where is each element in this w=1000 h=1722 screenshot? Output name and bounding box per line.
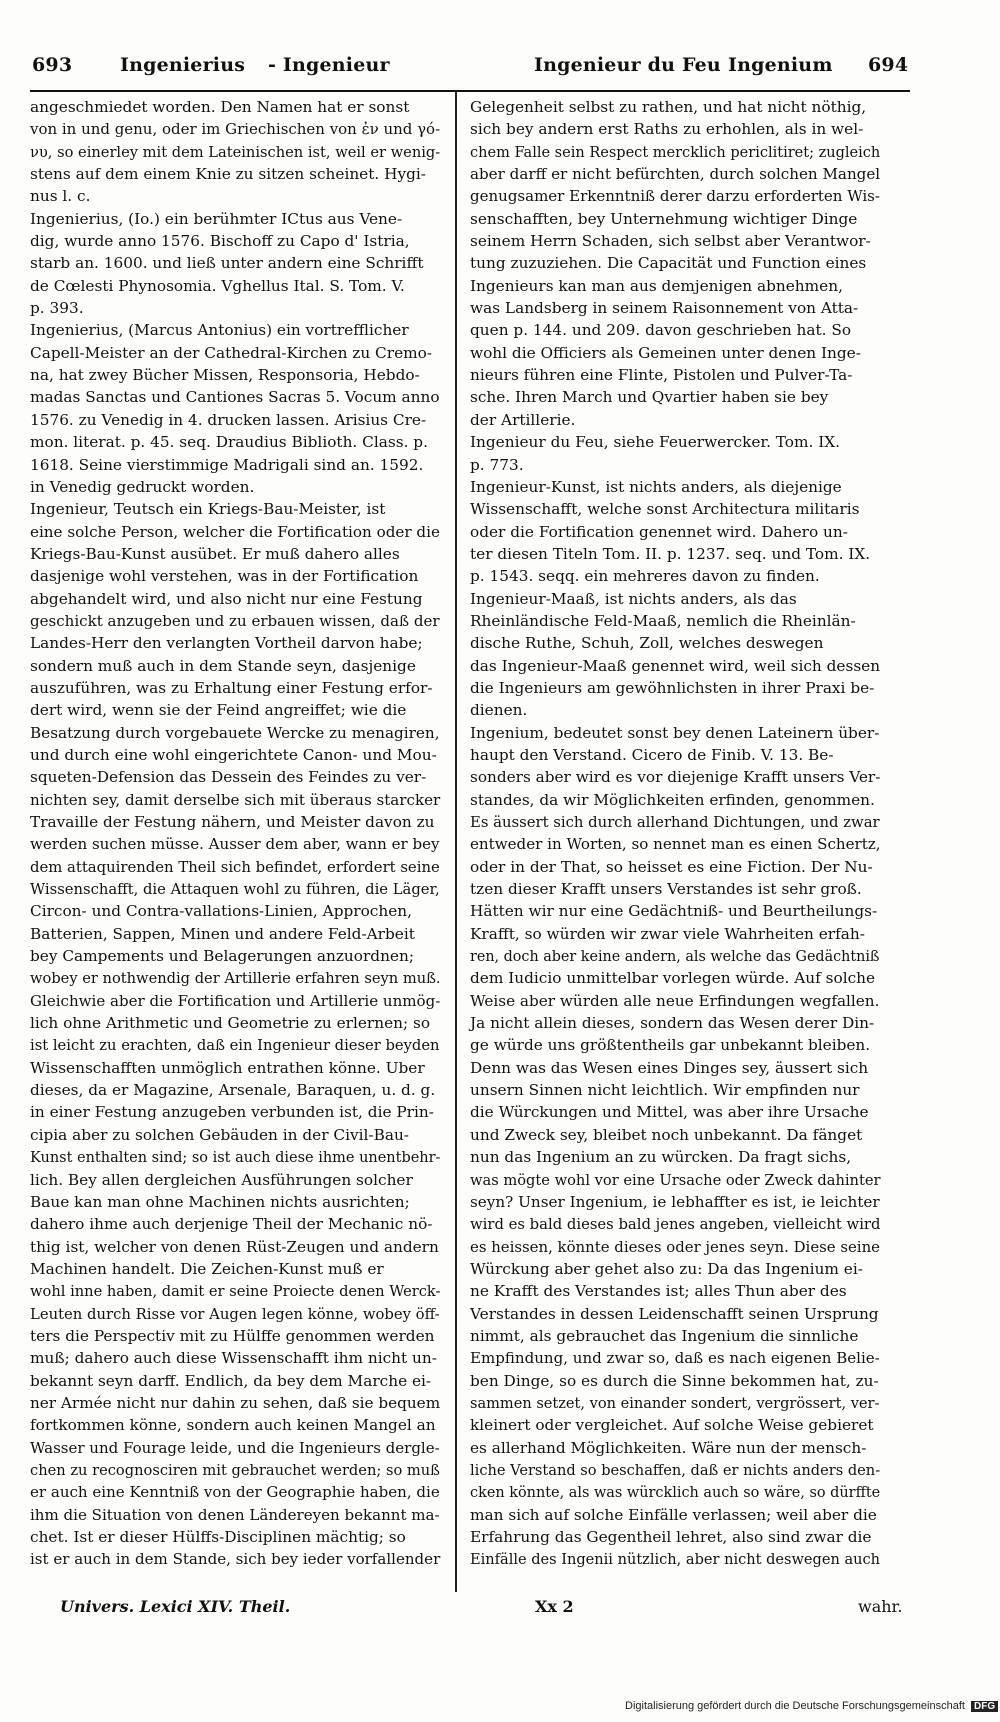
right-page-number: 694	[868, 54, 909, 76]
text-line: abgehandelt wird, und also nicht nur eine Festung	[30, 589, 423, 608]
text-line: lich. Bey allen dergleichen Ausführungen solcher	[30, 1170, 413, 1189]
text-line: ner Armée nicht nur dahin zu sehen, daß sie bequem	[30, 1393, 441, 1412]
text-line: p. 393.	[30, 299, 84, 318]
right-header-word2: Ingenium	[728, 54, 833, 76]
text-line: madas Sanctas und Cantiones Sacras 5. Vocum anno	[30, 388, 440, 407]
text-line: dische Ruthe, Schuh, Zoll, welches deswegen	[470, 634, 824, 653]
text-line: Leuten durch Risse vor Augen legen könne, wobey öff-	[30, 1304, 440, 1323]
text-line: Krafft, so würden wir zwar viele Wahrheiten erfah-	[470, 924, 865, 943]
right-header-word1: Ingenieur du Feu	[534, 54, 721, 76]
text-line: wohl inne haben, damit er seine Proiecte denen Werck-	[30, 1282, 441, 1301]
left-page-number: 693	[32, 54, 73, 76]
text-line: Capell-Meister an der Cathedral-Kirchen zu Cremo-	[30, 343, 433, 362]
dfg-logo: DFG	[971, 1701, 998, 1712]
left-header-word1: Ingenierius	[120, 54, 246, 76]
text-line: stens auf dem einem Knie zu sitzen scheinet. Hygi-	[30, 165, 426, 184]
text-line: Ingenium, bedeutet sonst bey denen Lateinern über-	[470, 723, 880, 742]
text-line: Besatzung durch vorgebauete Wercke zu menagiren,	[30, 723, 440, 742]
text-line: ge würde uns größtentheils gar unbekannt bleiben.	[470, 1036, 871, 1055]
text-line: liche Verstand so beschaffen, daß er nichts anders den-	[470, 1460, 881, 1479]
column-divider	[455, 92, 457, 1592]
text-line: von in und genu, oder im Griechischen von ἐν und γό-	[30, 120, 441, 139]
text-line: und Zweck sey, bleibet noch unbekannt. Da fänget	[470, 1125, 863, 1144]
text-line: lich ohne Arithmetic und Geometrie zu erlernen; so	[30, 1014, 431, 1033]
text-line: tzen dieser Krafft unsers Verstandes ist sehr groß.	[470, 880, 862, 899]
text-line: er auch eine Kenntniß von der Geographie haben, die	[30, 1483, 440, 1502]
text-line: dig, wurde anno 1576. Bischoff zu Capo d' Istria,	[30, 232, 410, 251]
footer-text: Digitalisierung gefördert durch die Deutsche Forschungsgemeinschaft	[625, 1700, 965, 1712]
text-line: Machinen handelt. Die Zeichen-Kunst muß er	[30, 1259, 384, 1278]
text-line: auszuführen, was zu Erhaltung einer Festung erfor-	[30, 678, 433, 697]
text-line: ter diesen Titeln Tom. II. p. 1237. seq. und Tom. IX.	[470, 544, 871, 563]
text-line: Wissenschafften unmöglich entrathen könne. Uber	[30, 1058, 425, 1077]
text-line: ben Dinge, so es durch die Sinne bekommen hat, zu-	[470, 1371, 879, 1390]
text-line: na, hat zwey Bücher Missen, Responsoria, Hebdo-	[30, 366, 420, 385]
text-line: wohl die Officiers als Gemeinen unter denen Inge-	[470, 343, 861, 362]
text-line: dert wird, wenn sie der Feind angreiffet; wie die	[30, 701, 407, 720]
text-line: Gelegenheit selbst zu rathen, und hat nicht nöthig,	[470, 98, 867, 116]
text-line: Ingenieur-Kunst, ist nichts anders, als diejenige	[470, 477, 842, 496]
text-line: dem attaquirenden Theil sich befindet, erfordert seine	[30, 857, 440, 876]
text-line: 1618. Seine vierstimmige Madrigali sind an. 1592.	[30, 455, 424, 474]
text-line: mon. literat. p. 45. seq. Draudius Biblioth. Class. p.	[30, 433, 428, 452]
text-line: nus l. c.	[30, 187, 91, 206]
text-line: Rheinländische Feld-Maaß, nemlich die Rheinlän-	[470, 611, 856, 630]
text-line: angeschmiedet worden. Den Namen hat er sonst	[30, 98, 410, 116]
text-line: geschickt anzugeben und zu erbauen wissen, daß der	[30, 611, 440, 630]
text-line: ist leicht zu erachten, daß ein Ingenieur dieser beyden	[30, 1036, 440, 1055]
left-header-word2: - Ingenieur	[268, 54, 390, 76]
text-line: das Ingenieur-Maaß genennet wird, weil sich dessen	[470, 656, 881, 675]
text-line: fortkommen könne, sondern auch keinen Mangel an	[30, 1416, 436, 1435]
text-line: sich bey andern erst Raths zu erhohlen, als in wel-	[470, 120, 864, 139]
text-line: chen zu recognosciren mit gebrauchet werden; so muß	[30, 1460, 440, 1479]
text-line: die Ingenieurs am gewöhnlichsten in ihrer Praxi be-	[470, 678, 875, 697]
text-line: wird es bald dieses bald jenes angeben, vielleicht wird	[470, 1215, 881, 1234]
text-line: Ingenierius, (Marcus Antonius) ein vortrefflicher	[30, 321, 409, 340]
text-line: dem Iudicio unmittelbar vorlegen würde. Auf solche	[470, 969, 876, 988]
text-line: senschafften, bey Unternehmung wichtiger Dinge	[470, 209, 858, 228]
text-line: bey Campements und Belagerungen anzuordnen;	[30, 947, 414, 966]
text-line: Kunst enthalten sind; so ist auch diese ihme unentbehr-	[30, 1148, 441, 1167]
text-line: oder die Fortification genennet wird. Dahero un-	[470, 522, 848, 541]
text-line: genugsamer Erkenntniß derer darzu erforderten Wis-	[470, 187, 880, 206]
text-line: nichten sey, damit derselbe sich mit überaus starcker	[30, 790, 441, 809]
text-line: cken könnte, als was würcklich auch so wäre, so dürffte	[470, 1483, 881, 1502]
text-line: Wissenschafft, welche sonst Architectura militaris	[470, 500, 860, 519]
text-line: wobey er nothwendig der Artillerie erfahren seyn muß.	[30, 969, 441, 988]
text-line: aber darff er nicht befürchten, durch solchen Mangel	[470, 165, 881, 184]
catchword: wahr.	[858, 1597, 903, 1616]
text-line: ters die Perspectiv mit zu Hülffe genommen werden	[30, 1326, 435, 1345]
text-line: Wasser und Fourage leide, und die Ingenieurs dergle-	[30, 1438, 440, 1457]
text-line: Ingenierius, (Io.) ein berühmter ICtus aus Vene-	[30, 209, 403, 228]
text-line: tung zuzuziehen. Die Capacität und Function eines	[470, 254, 867, 273]
text-line: 1576. zu Venedig in 4. drucken lassen. Arisius Cre-	[30, 410, 427, 429]
text-line: seinem Herrn Schaden, sich selbst aber Verantwor-	[470, 232, 871, 251]
volume-signature: Univers. Lexici XIV. Theil.	[60, 1597, 291, 1616]
left-column	[30, 96, 440, 1571]
text-line: Ingenieur-Maaß, ist nichts anders, als das	[470, 589, 797, 608]
text-line: der Artillerie.	[470, 410, 576, 429]
text-line: Weise aber würden alle neue Erfindungen wegfallen.	[470, 991, 880, 1010]
header-rule	[30, 90, 910, 92]
text-line: Es äussert sich durch allerhand Dichtungen, und zwar	[470, 813, 880, 831]
text-line: cipia aber zu solchen Gebäuden in der Civil-Bau-	[30, 1125, 409, 1144]
text-line: de Cœlesti Phynosomia. Vghellus Ital. S. Tom. V.	[30, 276, 405, 295]
text-line: nieurs führen eine Flinte, Pistolen und Pulver-Ta-	[470, 366, 853, 385]
text-line: Gleichwie aber die Fortification und Artillerie unmög-	[30, 991, 441, 1010]
text-line: sonders aber wird es vor diejenige Krafft unsers Ver-	[470, 768, 881, 787]
digitization-footer	[625, 1700, 998, 1712]
text-line: chet. Ist er dieser Hülffs-Disciplinen mächtig; so	[30, 1528, 406, 1546]
text-line: Würckung aber gehet also zu: Da das Ingenium ei-	[470, 1259, 863, 1278]
text-line: squeten-Defension das Dessein des Feindes zu ver-	[30, 768, 427, 787]
text-line: sondern muß auch in dem Stande seyn, dasjenige	[30, 656, 416, 675]
text-line: seyn? Unser Ingenium, ie lebhaffter es ist, ie leichter	[470, 1192, 880, 1211]
text-line: unsern Sinnen nicht leichtlich. Wir empfinden nur	[470, 1081, 860, 1100]
text-line: p. 773.	[470, 455, 524, 474]
text-line: werden suchen müsse. Ausser dem aber, wann er bey	[30, 835, 440, 854]
text-line: dieses, da er Magazine, Arsenale, Baraquen, u. d. g.	[30, 1081, 436, 1100]
text-line: Ingenieurs kan man aus demjenigen abnehmen,	[470, 276, 843, 295]
text-line: dienen.	[470, 701, 528, 720]
text-line: starb an. 1600. und ließ unter andern eine Schrifft	[30, 254, 424, 273]
text-line: Verstandes in dessen Leidenschafft seinen Ursprung	[470, 1304, 879, 1323]
text-line: Empfindung, und zwar so, daß es nach eigenen Belie-	[470, 1349, 880, 1368]
text-line: und durch eine wohl eingerichtete Canon- und Mou-	[30, 745, 437, 764]
text-line: es allerhand Möglichkeiten. Wäre nun der mensch-	[470, 1438, 867, 1457]
text-line: in einer Festung anzugeben verbunden ist, die Prin-	[30, 1103, 434, 1122]
text-line: oder in der That, so heisset es eine Fiction. Der Nu-	[470, 857, 873, 876]
text-line: dahero ihme auch derjenige Theil der Mechanic nö-	[30, 1215, 433, 1234]
text-line: entweder in Worten, so nennet man es einen Schertz,	[470, 835, 881, 854]
text-line: Circon- und Contra-vallations-Linien, Approchen,	[30, 902, 412, 921]
text-line: ne Krafft des Verstandes ist; alles Thun aber des	[470, 1282, 847, 1301]
text-line: νυ, so einerley mit dem Lateinischen ist, weil er wenig-	[30, 142, 441, 161]
text-line: Batterien, Sappen, Minen und andere Feld-Arbeit	[30, 924, 415, 943]
right-column	[470, 96, 880, 1571]
text-line: nimmt, als gebrauchet das Ingenium die sinnliche	[470, 1326, 859, 1345]
text-line: dasjenige wohl verstehen, was in der Fortification	[30, 567, 419, 586]
text-line: sammen setzet, von einander sondert, vergrössert, ver-	[470, 1393, 880, 1412]
text-line: Denn was das Wesen eines Dinges sey, äussert sich	[470, 1058, 869, 1077]
text-line: ren, doch aber keine andern, als welche das Gedächtniß	[470, 947, 880, 966]
text-line: p. 1543. seqq. ein mehreres davon zu finden.	[470, 567, 820, 586]
text-line: muß; dahero auch diese Wissenschafft ihm nicht un-	[30, 1349, 437, 1368]
text-line: Einfälle des Ingenii nützlich, aber nicht deswegen auch	[470, 1550, 881, 1569]
text-line: Baue kan man ohne Machinen nichts ausrichten;	[30, 1192, 410, 1211]
text-line: Ingenieur, Teutsch ein Kriegs-Bau-Meister, ist	[30, 500, 386, 519]
text-line: Landes-Herr den verlangten Vortheil darvon habe;	[30, 634, 423, 653]
text-line: thig ist, welcher von denen Rüst-Zeugen und andern	[30, 1237, 439, 1256]
text-line: kleinert oder vergleichet. Auf solche Weise gebieret	[470, 1416, 874, 1435]
text-line: quen p. 144. und 209. davon geschrieben hat. So	[470, 321, 852, 340]
text-line: nun das Ingenium an zu würcken. Da fragt sichs,	[470, 1148, 852, 1167]
text-line: chem Falle sein Respect mercklich periclitiret; zugleich	[470, 142, 881, 161]
text-line: in Venedig gedruckt worden.	[30, 477, 255, 496]
text-line: ihm die Situation von denen Ländereyen bekannt ma-	[30, 1505, 440, 1524]
text-line: man sich auf solche Einfälle verlassen; weil aber die	[470, 1505, 877, 1524]
text-line: standes, da wir Möglichkeiten erfinden, genommen.	[470, 790, 875, 809]
text-line: es heissen, könnte dieses oder jenes seyn. Diese seine	[470, 1237, 880, 1256]
text-line: Ja nicht allein dieses, sondern das Wesen derer Din-	[470, 1014, 875, 1033]
text-line: was Landsberg in seinem Raisonnement von Atta-	[470, 299, 859, 318]
text-line: was mögte wohl vor eine Ursache oder Zweck dahinter	[470, 1170, 881, 1189]
text-line: die Würckungen und Mittel, was aber ihre Ursache	[470, 1103, 869, 1122]
text-line: Ingenieur du Feu, siehe Feuerwercker. Tom. IX.	[470, 433, 841, 452]
text-line: Wissenschafft, die Attaquen wohl zu führen, die Läger,	[30, 880, 440, 899]
text-line: sche. Ihren March und Qvartier haben sie bey	[470, 388, 829, 407]
sheet-signature: Xx 2	[535, 1597, 574, 1616]
text-line: bekannt seyn darff. Endlich, da bey dem Marche ei-	[30, 1371, 432, 1390]
text-line: Kriegs-Bau-Kunst ausübet. Er muß dahero alles	[30, 544, 400, 563]
text-line: eine solche Person, welcher die Fortification oder die	[30, 522, 440, 541]
text-line: Erfahrung das Gegentheil lehret, also sind zwar die	[470, 1528, 872, 1546]
text-line: Travaille der Festung nähern, und Meister davon zu	[30, 813, 435, 831]
text-line: Hätten wir nur eine Gedächtniß- und Beurtheilungs-	[470, 902, 878, 921]
text-line: ist er auch in dem Stande, sich bey ieder vorfallender	[30, 1550, 441, 1569]
text-line: haupt den Verstand. Cicero de Finib. V. 13. Be-	[470, 745, 834, 764]
